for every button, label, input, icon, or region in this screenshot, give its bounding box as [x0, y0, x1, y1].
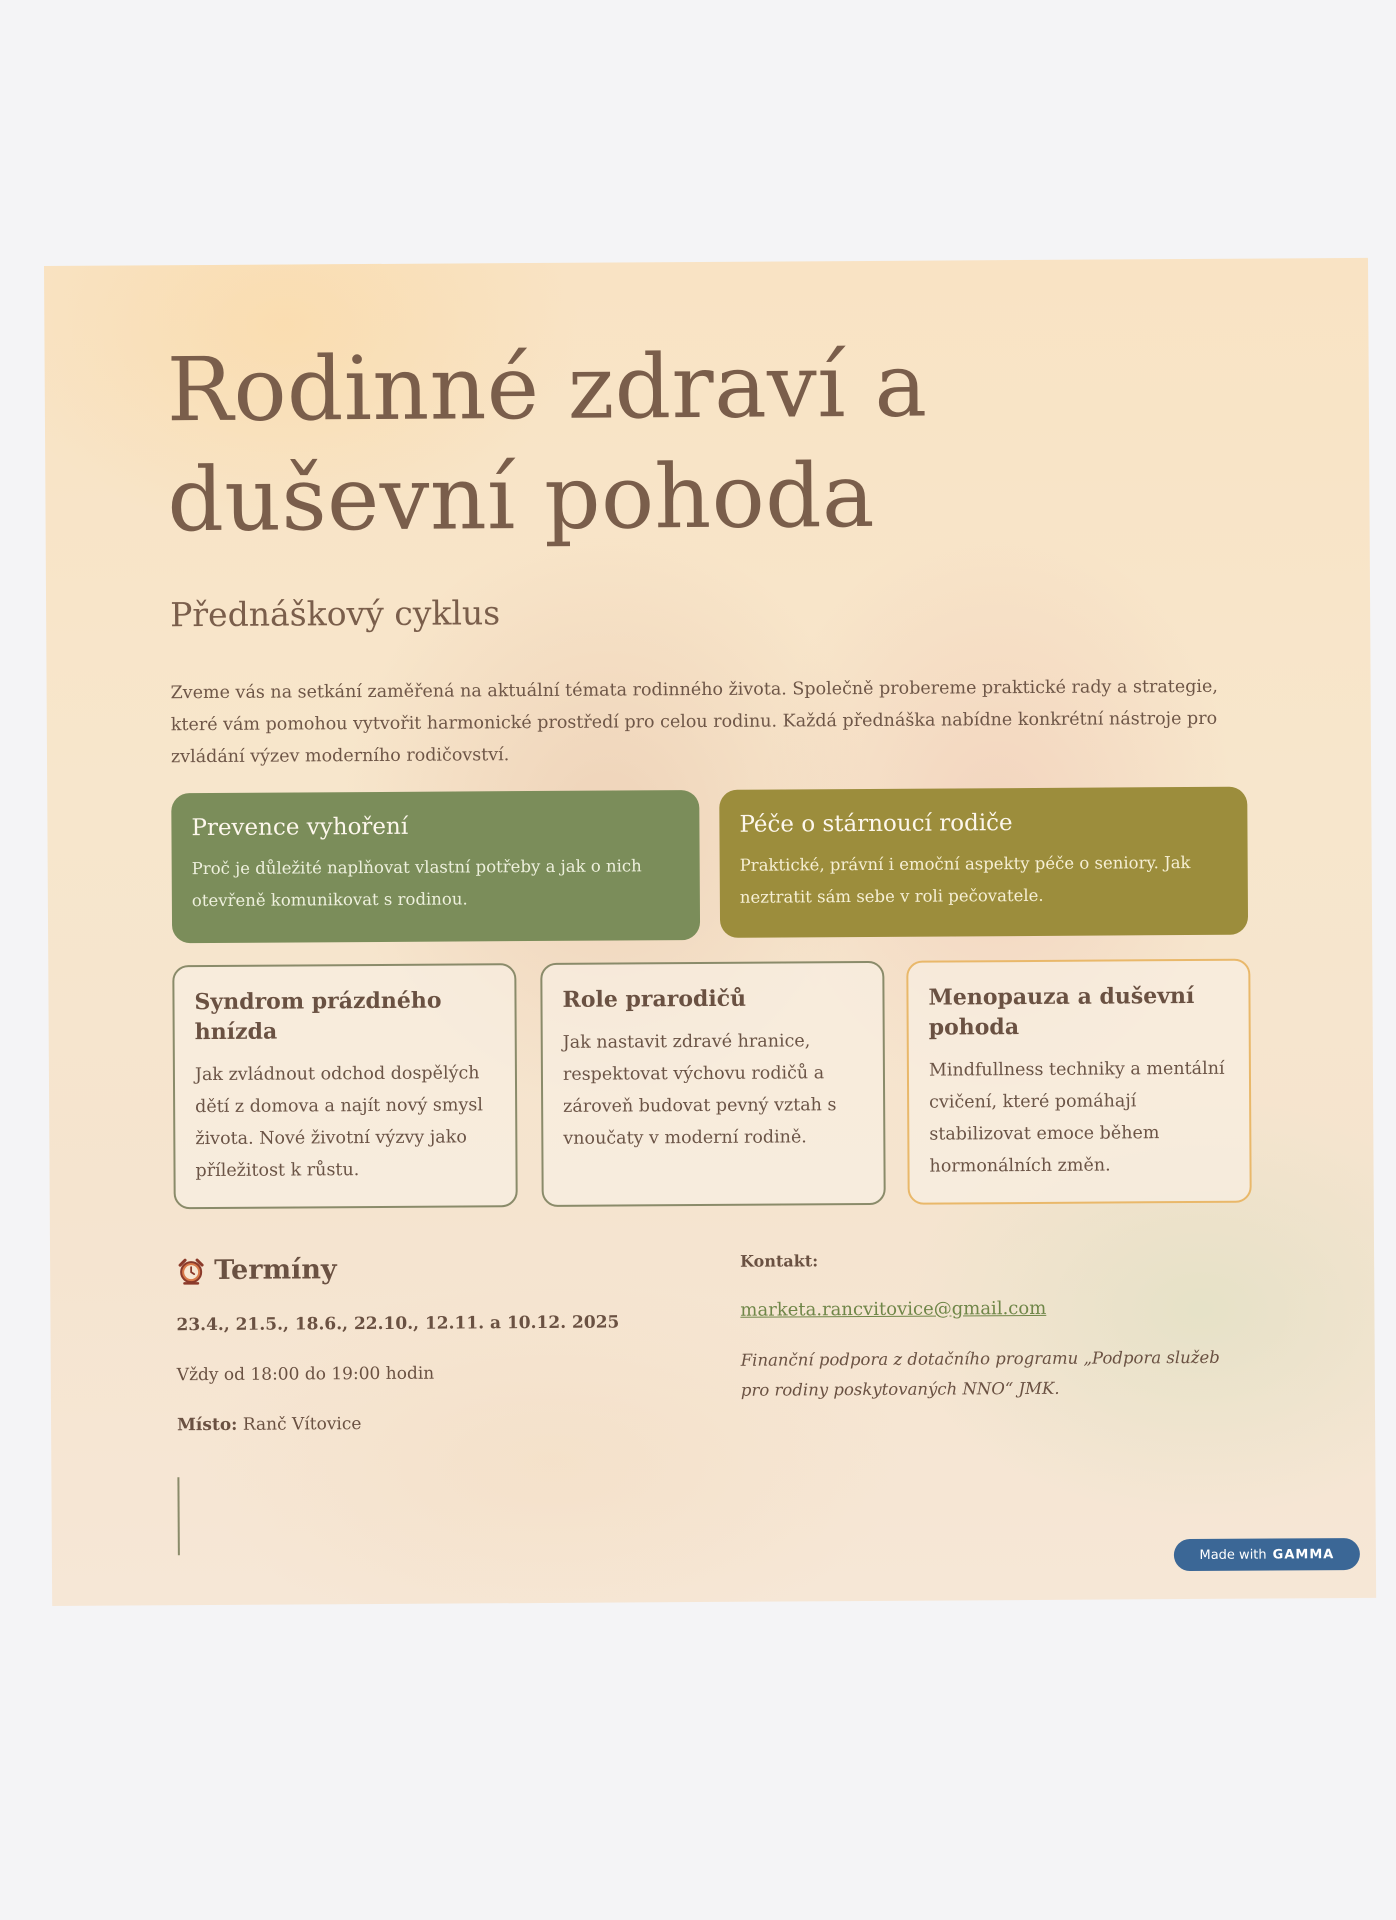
topic-text: Jak zvládnout odchod dospělých dětí z domova a najít nový smysl života. Nové životní výzvy jako příležitost k růstu.	[194, 1063, 483, 1182]
intro-paragraph: Zveme vás na setkání zaměřená na aktuální témata rodinného života. Společně probereme praktické rady a strategie, které vám pomohou vytvořit harmonické prostředí pro celou rodinu. Každá přednáška nabídne konkrétní nástroje pro zvládání výzev moderního rodičovství.	[170, 676, 1218, 768]
topic-text: Praktické, právní i emoční aspekty péče o seniory. Jak neztratit sám sebe v roli pečovatele.	[739, 853, 1191, 907]
lecture-hours: Vždy od 18:00 do 19:00 hodin	[176, 1363, 435, 1386]
topic-text: Proč je důležité naplňovat vlastní potřeby a jak o nich otevřeně komunikovat s rodinou.	[191, 856, 642, 911]
page-subtitle: Přednáškový cyklus	[170, 593, 501, 635]
place-label: Místo:	[177, 1414, 238, 1436]
topic-card-grandparents	[540, 961, 885, 1207]
badge-prefix: Made with	[1199, 1547, 1267, 1563]
lecture-dates: 23.4., 21.5., 18.6., 22.10., 12.11. a 10.12. 2025	[176, 1312, 620, 1336]
contact-email-link[interactable]: marketa.rancvitovice@gmail.com	[740, 1297, 1047, 1321]
topic-text: Jak nastavit zdravé hranice, respektovat výchovu rodičů a zároveň budovat pevný vztah s vnoučaty v moderní rodině.	[562, 1031, 837, 1149]
topic-title: Péče o stárnoucí rodiče	[739, 810, 1013, 838]
topic-title: Menopauza a duševní pohoda	[928, 982, 1195, 1041]
badge-brand: GAMMA	[1272, 1546, 1335, 1563]
topic-card-empty-nest	[172, 963, 517, 1209]
funding-note: Finanční podpora z dotačního programu „Podpora služeb pro rodiny poskytovaných NNO“ JMK.	[740, 1347, 1220, 1400]
place-value: Ranč Vítovice	[242, 1414, 362, 1435]
topic-card-elderly-parents	[719, 787, 1248, 938]
topic-card-menopause	[906, 959, 1251, 1205]
topic-text: Mindfullness techniky a mentální cvičení, které pomáhají stabilizovat emoce během hormonálních změn.	[928, 1058, 1225, 1177]
topic-card-burnout	[171, 790, 700, 943]
contact-label: Kontakt:	[740, 1251, 819, 1271]
flyer-page	[44, 258, 1376, 1606]
decorative-divider	[177, 1477, 179, 1555]
topic-title: Prevence vyhoření	[191, 813, 409, 842]
made-with-gamma-badge[interactable]	[1174, 1538, 1360, 1571]
lecture-place	[177, 1414, 361, 1435]
alarm-clock-icon	[176, 1256, 206, 1286]
page-title: Rodinné zdraví a duševní pohoda	[166, 333, 928, 552]
terms-heading-label: Termíny	[214, 1254, 337, 1286]
topic-title: Syndrom prázdného hnízda	[194, 987, 442, 1046]
terms-heading	[176, 1254, 337, 1286]
topic-title: Role prarodičů	[562, 985, 747, 1013]
